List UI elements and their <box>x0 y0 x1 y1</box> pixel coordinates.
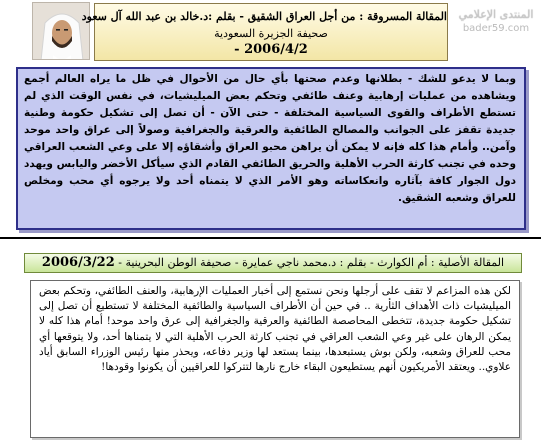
site-logo-url: bader59.com <box>462 23 530 34</box>
section-divider <box>0 237 541 239</box>
original-article-title: المقالة الأصلية : أم الكوارث - بقلم : د.محمد ناجي عمايرة - صحيفة الوطن البحرينية - <box>118 256 505 269</box>
stolen-article-title: المقالة المسروقة : من أجل العراق الشقيق - بقلم :د.خالد بن عبد الله آل سعود <box>81 10 447 23</box>
site-logo <box>456 8 536 44</box>
stolen-article-source: صحيفة الجزيرة السعودية <box>214 27 328 40</box>
original-article-header <box>24 253 522 273</box>
stolen-article-header <box>81 3 448 61</box>
original-article-date: 2006/3/22 <box>41 255 115 270</box>
stolen-article-date: 2006/4/2 - <box>234 42 308 57</box>
original-article-text: لكن هذه المزاعم لا تقف على أرجلها ونحن نستمع إلى أخبار العمليات الإرهابية، والعنف الطائفي، وتحكم بعض الميليشيات ذات الأهداف الثأرية .. في حين أن الأطراف السياسية والطائفية المختلفة لا تستطيع أن تصل إلى تشكيل حكومة جديدة، تتخطى المحاصصة الطائفية والعرقية والجغرافية إلى عرق واحد موحد! أمام هذا كله لا يمكن الرهان على غير وعي الشعب العراقي في تجنب كارثة الحرب الأهلية التي لا يتمناها أحد، ولا يتوقعها أي محب للعراق وشعبه، ولكن بوش يستبعدها، بينما يستعد لها وزير دفاعه، ويحذر منها رئيس الوزراء السابق أياد علاوي.. ويعتقد الأمريكيون أنهم يستطيعون البقاء خارج نارها لتتركوا للعراقيين أن يكونوا وقودها! <box>39 285 511 374</box>
stolen-article-text: وبما لا يدعو للشك - بطلانها وعدم صحتها بأي حال من الأحوال في ظل ما يراه العالم أجمع ويشاهده من عمليات إرهابية وعنف طائفي وتحكم بعض الميليشيات، في نفس الوقت الذي لم تستطع الأطراف والقوى السياسية المختلفة - حتى الآن - أن تصل إلى تشكيل حكومة وطنية جديدة تقفز على الجوانب والمصالح الطائفية والعرقية والجغرافية وصولاً إلى عراق واحد موحد وآمن.. وأمام هذا كله فإنه لا يمكن أن يراهن محبو العراق وأشقاؤه إلا على وعي الشعب العراقي وحده في تجنب كارثة الحرب الأهلية والحريق الطائفي القادم الذي سيأكل الأخضر واليابس ويهدد دول الجوار كافة بآثاره وانعكاساته وهو الأمر الذي لا يتمناه أحد ولا يرجوه أي محب ومخلص للعراق وشعبه الشقيق. <box>24 73 516 204</box>
site-logo-arabic: المنتدى الإعلامي <box>458 8 534 21</box>
original-article-box <box>30 280 520 438</box>
stolen-article-box <box>16 67 526 230</box>
